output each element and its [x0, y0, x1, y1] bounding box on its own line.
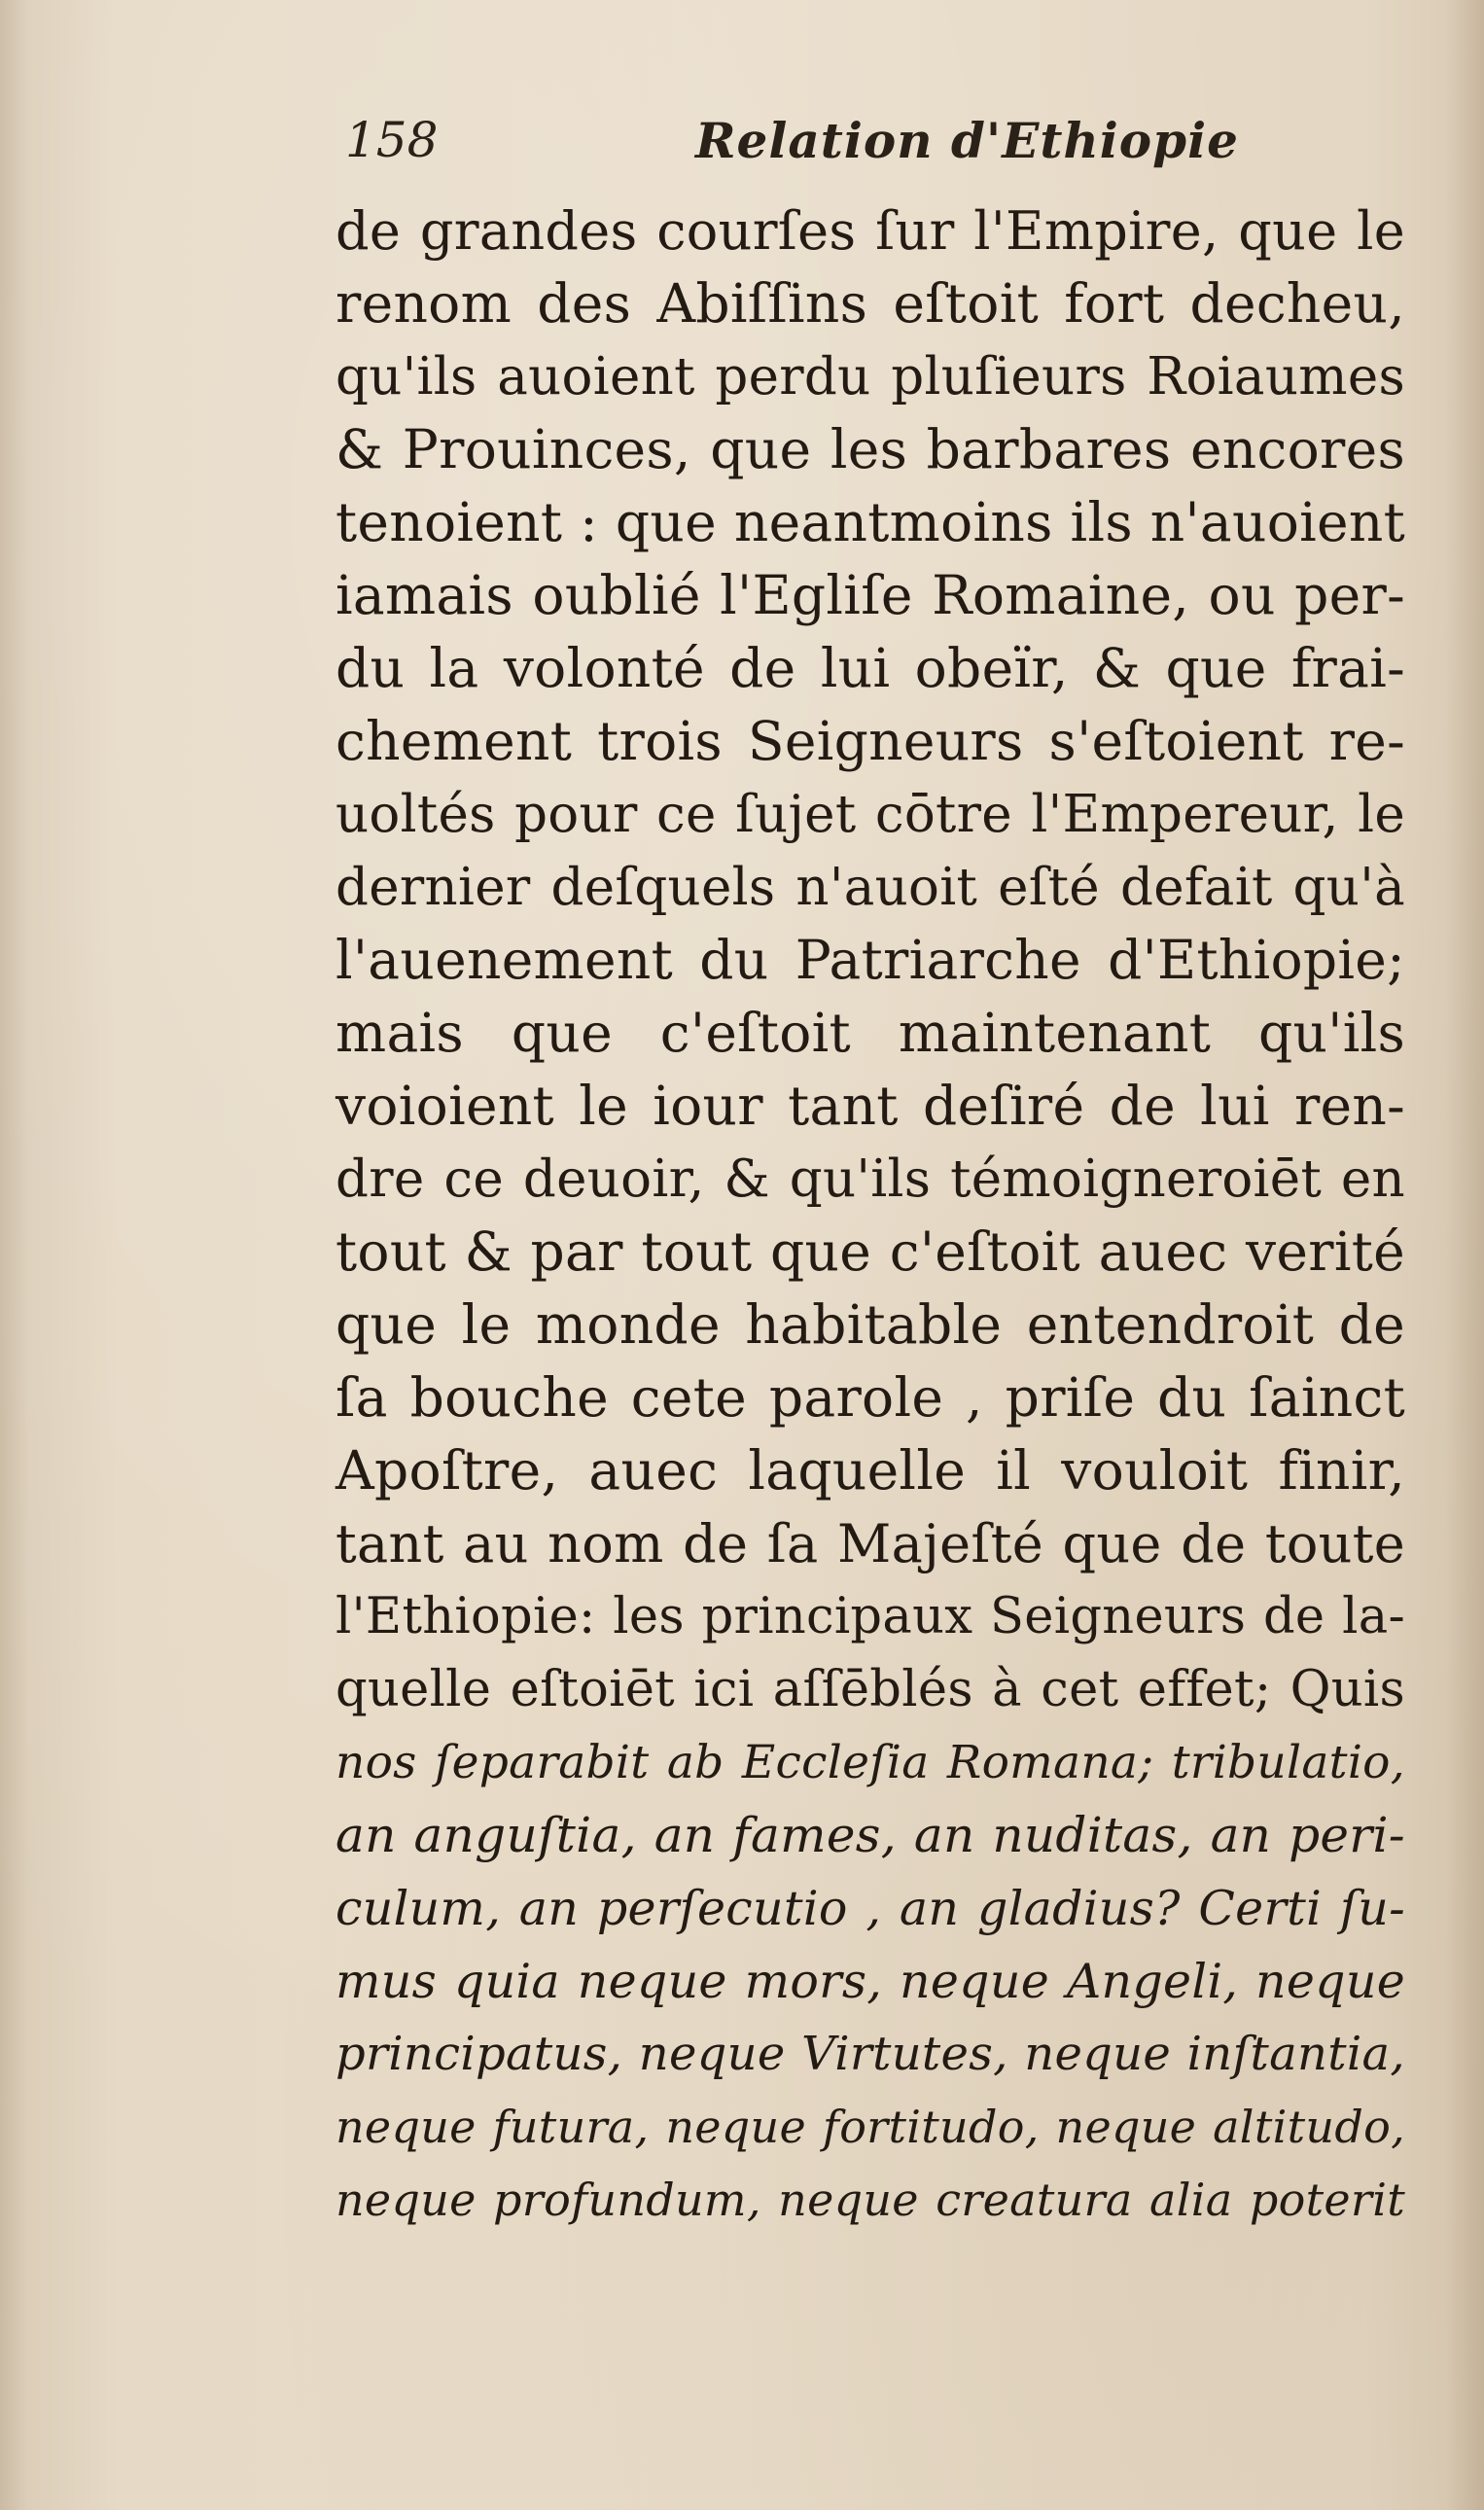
latin-quote-line: neque profundum, neque creatura alia poterit	[336, 2174, 1405, 2226]
page-number: 158	[345, 112, 439, 168]
text-line: uoltés pour ce ſujet cōtre l'Empereur, le	[336, 785, 1405, 844]
text-line: tenoient : que neantmoins ils n'auoient	[336, 491, 1405, 553]
text-line: l'auenement du Patriarche d'Ethiopie;	[336, 929, 1405, 991]
page-header	[336, 112, 1405, 190]
body-text	[336, 194, 1405, 2237]
text-line: qu'ils auoient perdu pluſieurs Roiaumes	[336, 347, 1405, 407]
text-line: dernier deſquels n'auoit eſté defait qu'à	[336, 858, 1405, 917]
text-line: tout & par tout que c'eſtoit auec verité	[336, 1220, 1405, 1283]
page-edge-shadow-right	[1445, 0, 1484, 2510]
text-line: ſa bouche cete parole , priſe du ſainct	[336, 1366, 1405, 1429]
text-line: quelle eſtoiēt ici aſſēblés à cet effet; Quis	[336, 1661, 1405, 1718]
text-line: mais que c'eſtoit maintenant qu'ils	[336, 1002, 1405, 1064]
page-edge-shadow-left	[0, 0, 29, 2510]
text-line: renom des Abiſſins eſtoit fort decheu,	[336, 272, 1405, 335]
latin-quote-line: principatus, neque Virtutes, neque inſtantia,	[336, 2027, 1405, 2081]
text-line: dre ce deuoir, & qu'ils témoigneroiēt en	[336, 1149, 1405, 1209]
text-line: tant au nom de ſa Majeſté que de toute	[336, 1513, 1405, 1574]
text-line: que le monde habitable entendroit de	[336, 1293, 1405, 1356]
text-line: voioient le iour tant deſiré de lui ren-	[336, 1075, 1405, 1137]
text-line: du la volonté de lui obeïr, & que frai-	[336, 637, 1405, 699]
latin-quote-line: culum, an perſecutio , an gladius? Certi ſu-	[336, 1881, 1405, 1936]
text-line: Apoſtre, auec laquelle il vouloit finir,	[336, 1439, 1405, 1502]
text-line: chement trois Seigneurs s'eſtoient re-	[336, 710, 1405, 772]
latin-quote-line: an anguſtia, an fames, an nuditas, an peri-	[336, 1807, 1405, 1863]
text-line: l'Ethiopie: les principaux Seigneurs de la-	[336, 1588, 1405, 1645]
latin-quote-line: mus quia neque mors, neque Angeli, neque	[336, 1954, 1405, 2009]
text-line: & Prouinces, que les barbares encores	[336, 418, 1405, 480]
latin-quote-line: neque futura, neque fortitudo, neque altitudo,	[336, 2101, 1405, 2153]
running-head: Relation d'Ethiopie	[695, 112, 1239, 169]
text-line: de grandes courſes ſur l'Empire, que le	[336, 200, 1405, 262]
latin-quote-line: nos ſeparabit ab Eccleſia Romana; tribulatio,	[336, 1736, 1405, 1789]
text-line: iamais oublié l'Egliſe Romaine, ou per-	[336, 564, 1405, 626]
